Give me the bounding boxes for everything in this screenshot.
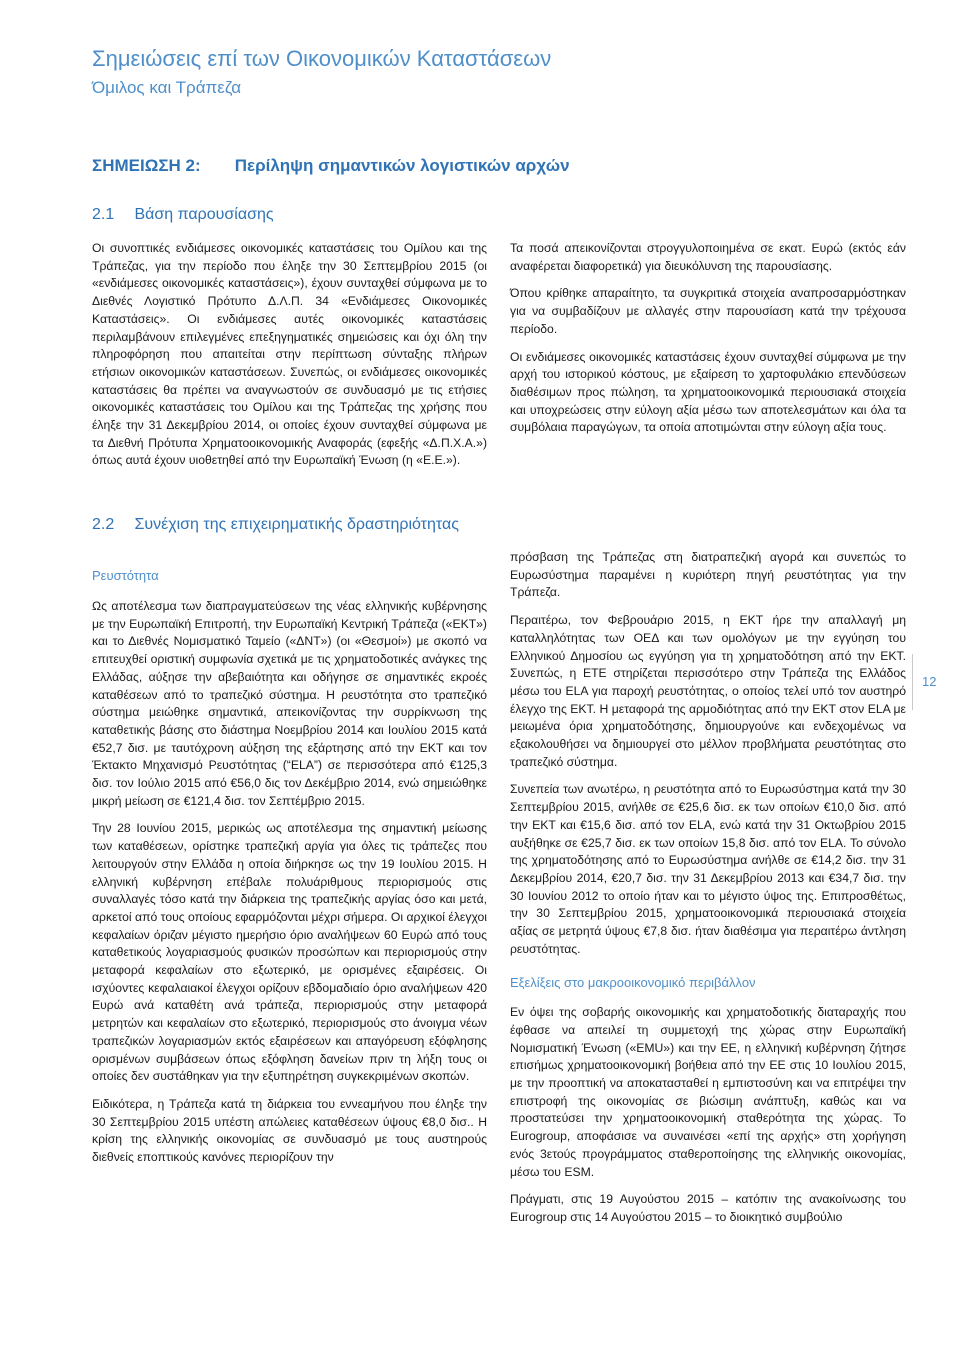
liquidity-paragraph-2: Την 28 Ιουνίου 2015, μερικώς ως αποτέλεσμα της σημαντική μείωσης των καταθέσεων, ορίστηκε τραπεζική αργία για όλες τις τράπεζες που λειτουργούν στην Ελλάδα η οποία διήρκησε ως την 19 Ιουλίου 2015. Η ελληνική κυβέρνηση επέβαλε πολυάριθμους περιορισμούς στις συναλλαγές τόσο κατά την διάρκεια της τραπεζικής αργίας όσο και μετά, αρκετοί από τους οποίους εφαρμόζονται μέχρι σήμερα. Οι αρχικοί έλεγχοι κεφαλαίων όριζαν μέγιστο ημερήσιο όριο αναλήψεων 60 Ευρώ από τους καταθετικούς λογαριασμούς φυσικών προσώπων και περιορισμούς στην μεταφορά κεφαλαίων στο εξωτερικό, με ορισμένες εξαιρέσεις. Οι ισχύοντες κεφαλαιακοί έλεγχοι ορίζουν εβδομαδιαίο όριο αναλήψεων 420 Ευρώ ανά καταθέτη ανά τράπεζα, περιορισμούς στην μεταφορά μετρητών και κεφαλαίων στο εξωτερικό, περιορισμούς στο άνοιγμα νέων τραπεζικών λογαριασμών εκτός εξαιρέσεων και απαγόρευση εξόφλησης ορισμένων συμβάσεων όπως εξόφληση δανείων πριν τη λήξη τους οι οποίες δεν συστάθηκαν για την εξυπηρέτηση συγκεκριμένων σκοπών. <box>92 821 487 1084</box>
note-heading <box>92 156 570 176</box>
liquidity-paragraph-1: Ως αποτέλεσμα των διαπραγματεύσεων της νέας ελληνικής κυβέρνησης με την Ευρωπαϊκή Επιτροπή, την Ευρωπαϊκή Κεντρική Τράπεζα («ΕΚΤ») και το Διεθνές Νομισματικό Ταμείο («ΔΝΤ») (οι «Θεσμοί») με σκοπό να επιτευχθεί οριστική συμφωνία σχετικά με τις χρηματοδοτικές ανάγκες της Ελλάδας, αύξησε την αβεβαιότητα και οδήγησε σε σημαντικές εκροές καταθέσεων από το τραπεζικό σύστημα. Η ρευστότητα στο τραπεζικό σύστημα μειώθηκε σημαντικά, απεικονίζοντας την συρρίκνωση της καταθετικής βάσης στο διάστημα Νοεμβρίου 2014 και Ιουλίου 2015 κατά €52,7 δισ. με ταυτόχρονη αύξηση της εξάρτησης από την ΕΚΤ και τον Έκτακτο Μηχανισμό Ρευστότητας (“ELA”) σε περισσότερα από €125,3 δισ. τον Ιούλιο 2015 από €56,0 δις τον Δεκέμβριο 2014, ενώ σημειώθηκε μικρή μείωση σε €121,4 δισ. τον Σεπτέμβριο 2015. <box>92 599 487 808</box>
section-2-2-right-column <box>510 549 906 1237</box>
liquidity-right-paragraph-1: πρόσβαση της Τράπεζας στη διατραπεζική αγορά και συνεπώς το Ευρωσύστημα παραμένει η κυριότερη πηγή ρευστότητας για την Τράπεζα. <box>510 550 906 600</box>
section-2-2-heading <box>92 516 459 534</box>
macro-paragraph-2: Πράγματι, στις 19 Αυγούστου 2015 – κατόπιν της ανακοίνωσης του Eurogroup στις 14 Αυγούστου 2015 – το διοικητικό συμβούλιο <box>510 1192 906 1224</box>
page-number: 12 <box>922 674 937 689</box>
basis-right-paragraph-3: Οι ενδιάμεσες οικονομικές καταστάσεις έχουν συνταχθεί σύμφωνα με την αρχή του ιστορικού κόστους, με εξαίρεση το χαρτοφυλάκιο επενδύσεων διαθέσιμων προς πώληση, τα χρηματοοικονομικά περιουσιακά στοιχεία και υποχρεώσεις στην εύλογη αξία μέσω των αποτελεσμάτων και όλα τα συμβόλαια παραγώγων, τα οποία αποτιμώνται στην εύλογη αξία τους. <box>510 349 906 435</box>
macro-paragraph-1: Εν όψει της σοβαρής οικονομικής και χρηματοδοτικής διαταραχής που έφθασε να απειλεί τη συμμετοχή της χώρας στην Ευρωπαϊκή Νομισματική Ένωση («EMU») και την ΕΕ, η ελληνική κυβέρνηση ζήτησε επισήμως χρηματοοικονομική βοήθεια από την ΕΕ στις 10 Ιουλίου 2015, με την προοπτική να αποκατασταθεί η εμπιστοσύνη και να επιτρέψει την επιστροφή της οικονομίας σε βιώσιμη ανάπτυξη, καθώς και να προστατεύσει την χρηματοοικονομική σταθερότητα της χώρας. Το Eurogroup, αποφάσισε να συναινέσει «επί της αρχής» στη χορήγηση ενός 3ετούς προγράμματος σταθεροποίησης της ελληνικής οικονομίας, μέσω του ESM. <box>510 1005 906 1179</box>
section-2-1-right-column <box>510 240 906 447</box>
section-2-1-left-column <box>92 240 487 480</box>
basis-right-paragraph-2: Όπου κρίθηκε απαραίτητο, τα συγκριτικά στοιχεία αναπροσαρμόστηκαν για να συμβαδίζουν με αλλαγές στην παρουσίαση κατά την τρέχουσα περίοδο. <box>510 286 906 336</box>
section-2-1-title: Βάση παρουσίασης <box>134 206 274 223</box>
macro-heading: Εξελίξεις στο μακροοικονομικό περιβάλλον <box>510 975 756 991</box>
basis-right-paragraph-1: Τα ποσά απεικονίζονται στρογγυλοποιημένα σε εκατ. Ευρώ (εκτός εάν αναφέρεται διαφορετικά) για διευκόλυνση της παρουσίασης. <box>510 241 906 273</box>
note-label: ΣΗΜΕΙΩΣΗ 2: <box>92 156 201 175</box>
section-2-2-title: Συνέχιση της επιχειρηματικής δραστηριότητας <box>134 516 459 533</box>
liquidity-paragraph-3: Ειδικότερα, η Τράπεζα κατά τη διάρκεια του εννεαμήνου που έληξε την 30 Σεπτεμβρίου 2015 υπέστη απώλειες καταθέσεων ύψους €8,0 δισ.. Η κρίση της ελληνικής οικονομίας σε συνδυασμό με τους αυστηρούς διεθνείς εποπτικούς κανόνες περιορίζουν την <box>92 1096 487 1165</box>
section-2-1-number: 2.1 <box>92 206 115 223</box>
note-title: Περίληψη σημαντικών λογιστικών αρχών <box>234 156 570 175</box>
liquidity-heading: Ρευστότητα <box>92 568 159 583</box>
document-subtitle: Όμιλος και Τράπεζα <box>92 78 242 97</box>
page-number-divider <box>912 654 913 710</box>
liquidity-right-paragraph-3: Συνεπεία των ανωτέρω, η ρευστότητα από το Ευρωσύστημα κατά την 30 Σεπτεμβρίου 2015, ανήλθε σε €25,6 δισ. εκ των οποίων €10,0 δισ. από την ΕΚΤ και €15,6 δισ. από τον ELA, ενώ κατά την 31 Οκτωβρίου 2015 αυξήθηκε σε €25,7 δισ. εκ των οποίων 15,8 δισ. από τον ELA. Το σύνολο της χρηματοδότησης από το Ευρωσύστημα ανήλθε σε €14,2 δισ. την 31 Δεκεμβρίου 2014, €20,7 δισ. την 31 Δεκεμβρίου 2013 και €34,7 δισ. την 30 Ιουνίου 2012 το οποίο ήταν και το μέγιστο ύψος της. Επιπροσθέτως, την 30 Σεπτεμβρίου 2015, χρηματοοικονομικά περιουσιακά στοιχεία αξίας σε μετρητά ύψους €7,8 δισ. ήταν διαθέσιμα για περαιτέρω άντληση ρευστότητας. <box>510 782 906 956</box>
basis-paragraph: Οι συνοπτικές ενδιάμεσες οικονομικές καταστάσεις του Ομίλου και της Τράπεζας, για την περίοδο που έληξε την 30 Σεπτεμβρίου 2015 (οι «ενδιάμεσες οικονομικές καταστάσεις»), έχουν συνταχθεί σύμφωνα με το Διεθνές Λογιστικό Πρότυπο Δ.Λ.Π. 34 «Ενδιάμεσες Οικονομικές Καταστάσεις». Οι ενδιάμεσες αυτές οικονομικές καταστάσεις περιλαμβάνουν επιλεγμένες επεξηγηματικές σημειώσεις και όχι όλη την πληροφόρηση που απαιτείται στην περίπτωση σύνταξης πλήρων ετήσιων οικονομικών καταστάσεων. Συνεπώς, οι ενδιάμεσες οικονομικές καταστάσεις θα πρέπει να αναγνωστούν σε συνδυασμό με τις ετήσιες οικονομικές καταστάσεις του Ομίλου και της Τράπεζας της χρήσης που έληξε την 31 Δεκεμβρίου 2014, οι οποίες έχουν συνταχθεί σύμφωνα με τα Διεθνή Πρότυπα Χρηματοοικονομικής Αναφοράς (εφεξής «Δ.Π.Χ.Α.») όπως αυτά έχουν υιοθετηθεί από την Ευρωπαϊκή Ένωση (η «Ε.Ε.»). <box>92 241 487 468</box>
document-title: Σημειώσεις επί των Οικονομικών Καταστάσεων <box>92 46 552 71</box>
section-2-2-number: 2.2 <box>92 516 115 533</box>
liquidity-right-paragraph-2: Περαιτέρω, τον Φεβρουάριο 2015, η ΕΚΤ ήρε την απαλλαγή μη καταλληλότητας των ΟΕΔ και των ομολόγων με την εγγύηση του Ελληνικού Δημοσίου ως εγγύηση για τη χρηματοδότηση από την ΕΚΤ. Συνεπώς, η ΕΤΕ στηρίζεται περισσότερο στην Τράπεζα της Ελλάδος μέσω του ELA για παροχή ρευστότητας, ο οποίος τελεί υπό τον αυστηρό έλεγχο της ΕΚΤ. Η μεταφορά της αρμοδιότητας από την ΕΚΤ στον ELA με μειωμένα όρια χρηματοδότησης, δημιουργούνε και ενδεχομένως να εξακολουθήσει να δημιουργεί στο μέλλον προβλήματα ρευστότητας στο τραπεζικό σύστημα. <box>510 613 906 769</box>
section-2-2-left-column <box>92 598 487 1177</box>
section-2-1-heading <box>92 206 274 224</box>
